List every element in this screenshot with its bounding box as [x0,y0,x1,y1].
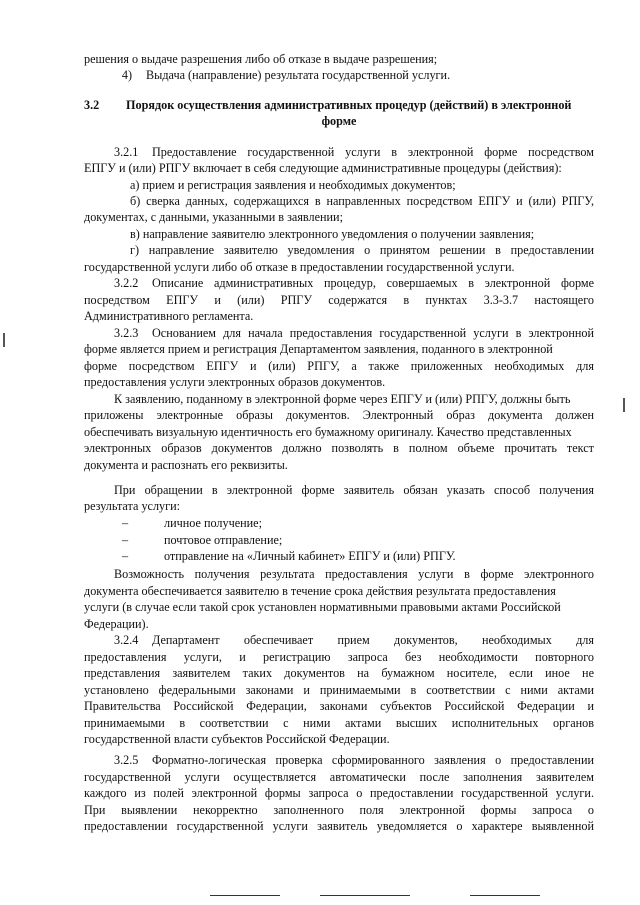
list-item: в) направление заявителю электронного уведомления о получении заявления; [130,227,535,241]
list-item: г) направление заявителю уведомления о принятом решении в предоставлении [130,243,594,257]
bullet-item: – личное получение; [122,516,262,530]
section-heading: 3.2 Порядок осуществления административных процедур (действий) в электронной [84,98,572,112]
paragraph-line: 3.2.3 Основанием для начала предоставления государственной услуги в электронной [114,326,594,340]
paragraph-line: приложены электронные образы документов. Электронный образ документа должен [84,408,594,422]
paragraph-line: представления заявителем таких документов на бумажном носителе, если иное не [84,666,594,680]
paragraph-line: документа и распознать его реквизиты. [84,458,288,472]
paragraph-line: Федерации). [84,617,149,631]
paragraph-line: Административного регламента. [84,309,254,323]
paragraph-line: Возможность получения результата предоставления услуги в форме электронного [114,567,594,581]
paragraph-line: государственной услуги либо об отказе в предоставлении государственной услуги. [84,260,515,274]
paragraph-line: форме является прием и регистрация Департаментом заявления, поданного в электронной [84,342,553,356]
paragraph-line: государственной власти субъектов Российской Федерации. [84,732,390,746]
paragraph-line: 3.2.4 Департамент обеспечивает прием документов, необходимых для [114,633,594,647]
paragraph-line: При выявлении некорректно заполненного поля электронной формы запроса о [84,803,594,817]
paragraph-line: принимаемыми в соответствии с ними актами высших исполнительных органов [84,716,594,730]
text-line: решения о выдаче разрешения либо об отказе в выдаче разрешения; [84,52,438,66]
paragraph-line: документах, с данными, указанными в заявлении; [84,210,343,224]
scan-artifact-line [210,895,280,896]
paragraph-line: 3.2.1 Предоставление государственной услуги в электронной форме посредством [114,145,594,159]
paragraph-line: форме посредством ЕПГУ и (или) РПГУ, а также приложенных необходимых для [84,359,594,373]
scan-edge-mark [3,333,5,347]
bullet-item: – отправление на «Личный кабинет» ЕПГУ и (или) РПГУ. [122,549,456,563]
paragraph-line: Правительства Российской Федерации, законами субъектов Российской Федерации и [84,699,594,713]
scan-artifact-line [470,895,540,896]
paragraph-line: ЕПГУ и (или) РПГУ включает в себя следующие административные процедуры (действия): [84,161,562,175]
paragraph-line: услуги (в случае если такой срок установлен нормативными правовыми актами Российской [84,600,561,614]
paragraph-line: К заявлению, поданному в электронной форме через ЕПГУ и (или) РПГУ, должны быть [114,392,571,406]
list-item: а) прием и регистрация заявления и необходимых документов; [130,178,456,192]
paragraph-line: документа обеспечивается заявителю в течение срока действия результата предоставления [84,584,556,598]
scan-edge-mark [623,398,625,412]
section-heading-cont: форме [321,114,357,128]
list-item: б) сверка данных, содержащихся в направленных посредством ЕПГУ и (или) РПГУ, [130,194,594,208]
paragraph-line: предоставления услуги, и регистрацию запроса без необходимости повторного [84,650,594,664]
bullet-item: – почтовое отправление; [122,533,283,547]
paragraph-line: электронных образов документов должно позволять в полном объеме прочитать текст [84,441,594,455]
paragraph-line: предоставлении государственной услуги заявитель уведомляется о характере выявленной [84,819,594,833]
paragraph-line: 3.2.2 Описание административных процедур, совершаемых в электронной форме [114,276,594,290]
paragraph-line: 3.2.5 Форматно-логическая проверка сформированного заявления о предоставлении [114,753,594,767]
list-item: 4) Выдача (направление) результата государственной услуги. [121,68,451,82]
scan-artifact-line [320,895,410,896]
paragraph-line: результата услуги: [84,499,181,513]
paragraph-line: каждого из полей электронной формы запроса о предоставлении государственной услуги. [84,786,594,800]
paragraph-line: посредством ЕПГУ и (или) РПГУ содержатся в пунктах 3.3-3.7 настоящего [84,293,594,307]
paragraph-line: государственной услуги осуществляется автоматически после заполнения заявителем [84,770,594,784]
paragraph-line: предоставления услуги электронных образов документов. [84,375,386,389]
paragraph-line: обеспечивать визуальную идентичность его бумажному оригиналу. Качество представленных [84,425,572,439]
paragraph-line: установлено федеральными законами и принимаемыми в соответствии с ними актами [84,683,594,697]
paragraph-line: При обращении в электронной форме заявитель обязан указать способ получения [114,483,594,497]
